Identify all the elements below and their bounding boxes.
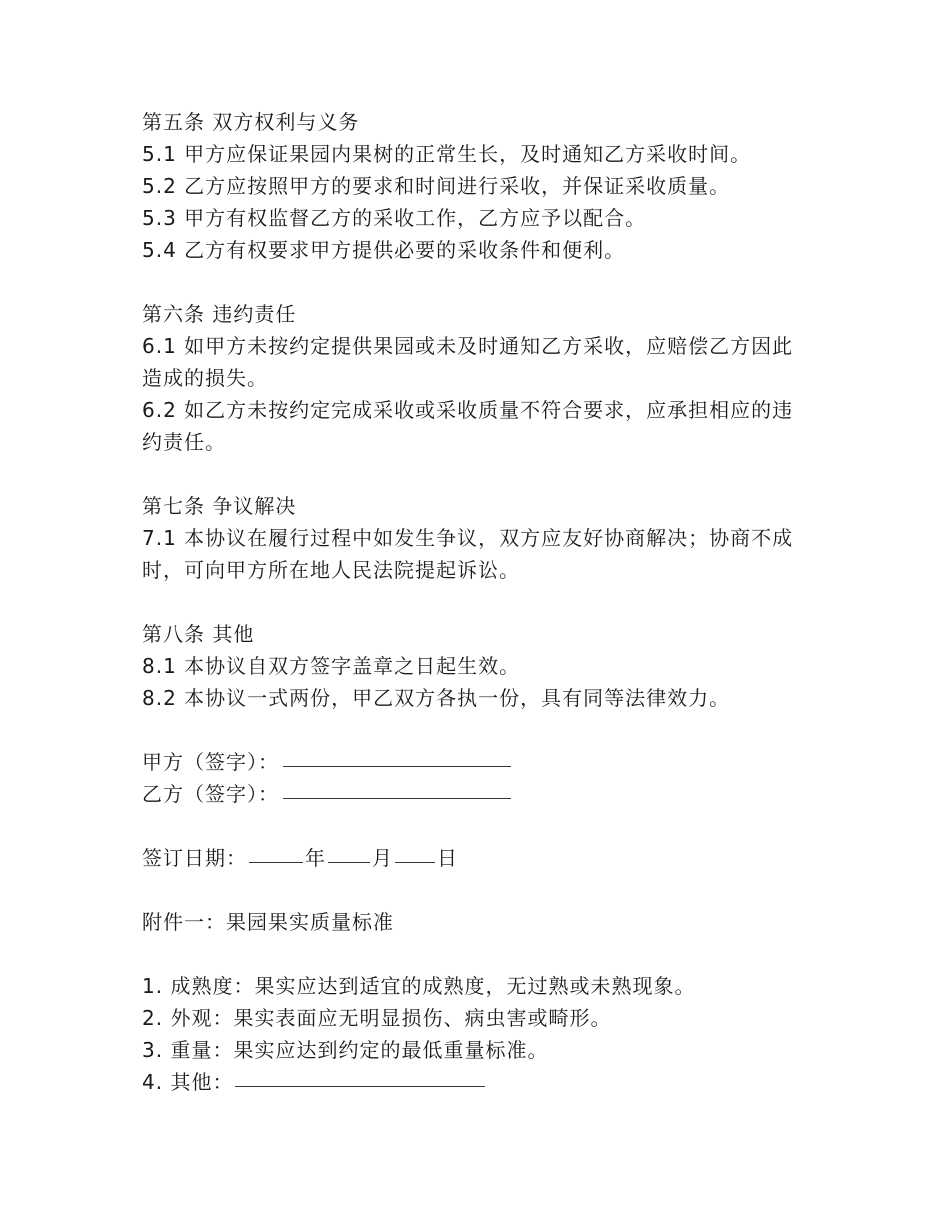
article-8-item: 8.2 本协议一式两份，甲乙双方各执一份，具有同等法律效力。 [142, 686, 731, 710]
appendix-item: 4. 其他： [142, 1070, 234, 1094]
article-8-item: 8.1 本协议自双方签字盖章之日起生效。 [142, 654, 521, 678]
party-a-signature-row [142, 746, 802, 778]
article-5 [142, 106, 802, 266]
article-7-item: 7.1 本协议在履行过程中如发生争议，双方应友好协商解决；协商不成时，可向甲方所在地人民法院提起诉讼。 [142, 526, 794, 582]
day-blank [395, 842, 435, 863]
sign-date-label: 签订日期： [142, 846, 247, 870]
appendix-items [142, 970, 802, 1098]
article-7-heading: 第七条 争议解决 [142, 494, 297, 518]
article-7 [142, 490, 802, 586]
article-6-heading: 第六条 违约责任 [142, 302, 297, 326]
party-b-signature-row [142, 778, 802, 810]
sign-date-row [142, 842, 802, 874]
appendix-title-block [142, 906, 802, 938]
appendix-item: 2. 外观：果实表面应无明显损伤、病虫害或畸形。 [142, 1006, 612, 1030]
document-content [142, 106, 802, 1130]
article-5-item: 5.1 甲方应保证果园内果树的正常生长，及时通知乙方采收时间。 [142, 142, 752, 166]
month-label: 月 [372, 846, 393, 870]
appendix-item: 1. 成熟度：果实应达到适宜的成熟度，无过熟或未熟现象。 [142, 974, 696, 998]
day-label: 日 [437, 846, 458, 870]
appendix-other-blank [235, 1066, 485, 1087]
article-6-item: 6.2 如乙方未按约定完成采收或采收质量不符合要求，应承担相应的违约责任。 [142, 398, 794, 454]
party-a-signature-line [283, 746, 511, 767]
year-blank [249, 842, 303, 863]
article-8 [142, 618, 802, 714]
article-5-heading: 第五条 双方权利与义务 [142, 110, 360, 134]
party-b-signature-label: 乙方（签字）： [142, 782, 279, 806]
article-5-item: 5.3 甲方有权监督乙方的采收工作，乙方应予以配合。 [142, 206, 647, 230]
article-5-item: 5.4 乙方有权要求甲方提供必要的采收条件和便利。 [142, 238, 626, 262]
appendix-title: 附件一：果园果实质量标准 [142, 910, 394, 934]
signature-block [142, 746, 802, 810]
year-label: 年 [305, 846, 326, 870]
article-6 [142, 298, 802, 458]
article-8-heading: 第八条 其他 [142, 622, 255, 646]
appendix-item: 3. 重量：果实应达到约定的最低重量标准。 [142, 1038, 549, 1062]
appendix-item-other-row [142, 1066, 802, 1098]
party-b-signature-line [283, 778, 511, 799]
party-a-signature-label: 甲方（签字）： [142, 750, 279, 774]
month-blank [328, 842, 370, 863]
article-6-item: 6.1 如甲方未按约定提供果园或未及时通知乙方采收，应赔偿乙方因此造成的损失。 [142, 334, 794, 390]
article-5-item: 5.2 乙方应按照甲方的要求和时间进行采收，并保证采收质量。 [142, 174, 731, 198]
sign-date-block [142, 842, 802, 874]
